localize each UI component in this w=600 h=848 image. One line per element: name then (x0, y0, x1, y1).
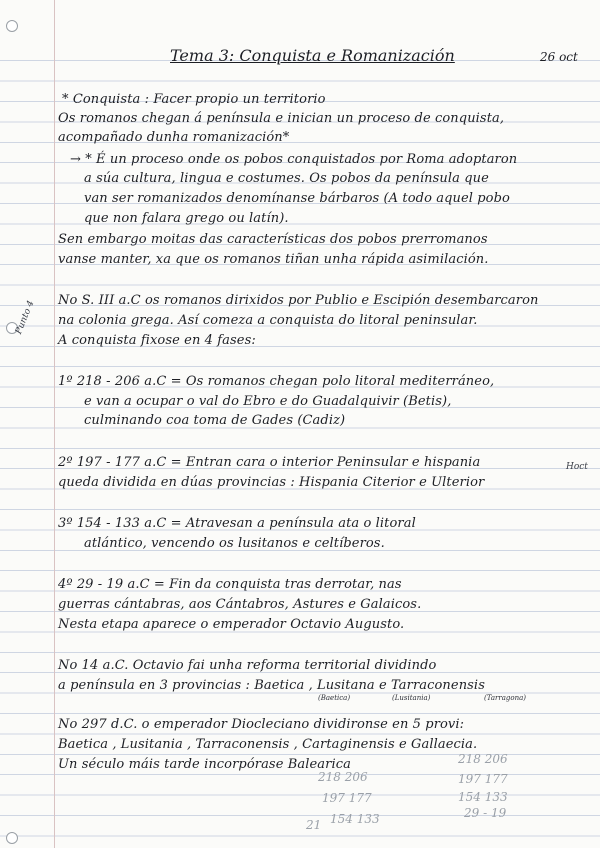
text-line: e van a ocupar o val do Ebro e do Guadalquivir (Betis), (84, 394, 452, 409)
text-line: van ser romanizados denomínanse bárbaros (A todo aquel pobo (84, 191, 510, 206)
text-line: atlántico, vencendo os lusitanos e celtíberos. (84, 536, 385, 551)
text-line: na colonia grega. Así comeza a conquista do litoral peninsular. (58, 313, 478, 328)
phase-1: 1º 218 - 206 a.C = Os romanos chegan polo litoral mediterráneo, (58, 374, 495, 389)
binder-hole-icon (6, 20, 18, 32)
text-line: a súa cultura, lingua e costumes. Os pobos da península que (84, 171, 489, 186)
margin-line (54, 0, 55, 848)
phase-4: 4º 29 - 19 a.C = Fin da conquista tras derrotar, nas (58, 577, 402, 592)
text-line: Os romanos chegan á península e inician un proceso de conquista, (58, 111, 505, 126)
text-line: No 14 a.C. Octavio fai unha reforma territorial dividindo (58, 658, 437, 673)
text-line: culminando coa toma de Gades (Cadiz) (84, 413, 346, 428)
text-line: Sen embargo moitas das características dos pobos prerromanos (58, 232, 488, 247)
text-line: queda dividida en dúas provincias : Hispania Citerior e Ulterior (58, 475, 485, 490)
text-line: acompañado dunha romanización* (58, 130, 290, 145)
phase-3: 3º 154 - 133 a.C = Atravesan a península ata o litoral (58, 516, 416, 531)
text-line: guerras cántabras, aos Cántabros, Astures e Galaicos. (58, 597, 422, 612)
provinces-line: a península en 3 provincias : Baetica , Lusitana e Tarraconensis (58, 678, 485, 693)
definition-conquista: * Conquista : Facer propio un territorio (62, 92, 326, 107)
faded-date: 197 177 (458, 772, 508, 786)
top-margin (0, 0, 600, 42)
side-note: Punto 4 (14, 299, 37, 336)
page-title: Tema 3: Conquista e Romanización (170, 46, 455, 65)
faded-date: 218 206 (318, 770, 368, 784)
definition-romanizacion: → * É un proceso onde os pobos conquistados por Roma adoptaron (70, 152, 518, 167)
province-note: (Lusitania) (392, 694, 431, 702)
text-line: No 297 d.C. o emperador Diocleciano dividironse en 5 provi: (58, 717, 465, 732)
text-line: Un século máis tarde incorpórase Balearica (58, 757, 351, 772)
text-line: No S. III a.C os romanos dirixidos por Publio e Escipión desembarcaron (58, 293, 539, 308)
text-line: que non falara grego ou latín). (84, 211, 289, 226)
faded-date: 29 - 19 (464, 806, 507, 820)
text-line: A conquista fixose en 4 fases: (58, 333, 256, 348)
faded-date: 154 133 (458, 790, 508, 804)
binder-hole-icon (6, 832, 18, 844)
text-line: vanse manter, xa que os romanos tiñan unha rápida asimilación. (58, 252, 489, 267)
text-line: Baetica , Lusitania , Tarraconensis , Cartaginensis e Gallaecia. (58, 737, 478, 752)
margin-mark: Hoct (566, 462, 588, 472)
province-note: (Baetica) (318, 694, 351, 702)
province-note: (Tarragona) (484, 694, 527, 702)
faded-date: 218 206 (458, 752, 508, 766)
faded-date: 21 (306, 818, 322, 832)
text-line: Nesta etapa aparece o emperador Octavio Augusto. (58, 617, 405, 632)
faded-date: 197 177 (322, 791, 372, 805)
page-date: 26 oct (540, 50, 578, 64)
faded-date: 154 133 (330, 812, 380, 826)
phase-2: 2º 197 - 177 a.C = Entran cara o interior Peninsular e hispania (58, 455, 481, 470)
